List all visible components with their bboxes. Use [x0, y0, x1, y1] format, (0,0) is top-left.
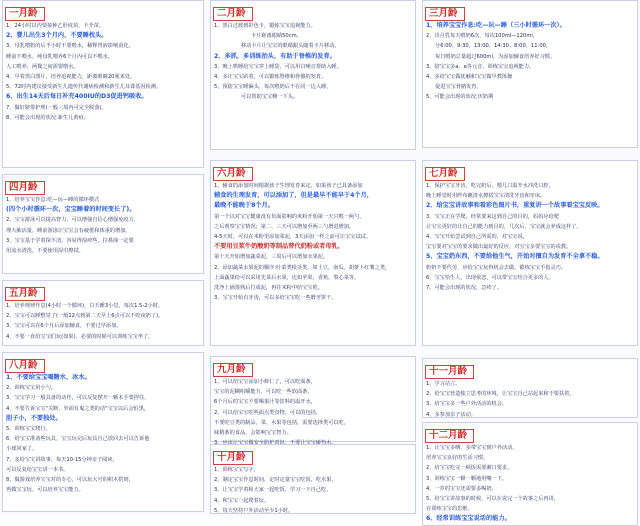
item-m3-4: 每日喂奶总量超过600ml，为添加辅食培养好习惯。	[435, 53, 556, 60]
section-title-m1: 一月龄	[5, 7, 45, 21]
item-m11-2: 2、给宝宝营造独立思考的环境，让宝宝自己站起来和不要扶着。	[426, 391, 575, 398]
item-m3-8: 5、可能会出现的状况:厌奶期	[426, 94, 494, 101]
item-m12-6: 5、给宝宝讲故事的时候，可以在说完一个故事之后再讲，	[426, 496, 559, 503]
item-m4-1: 1、培养宝宝作息:吃—玩—睡的循环模式	[6, 197, 100, 203]
item-m2-8: 可以帮助宝宝侧一下头。	[241, 94, 299, 101]
right-column	[422, 0, 638, 526]
item-m4-6: 用流水清洗，不要使用湿巾擦拭。	[6, 248, 84, 255]
item-m1-4: 睡前不喂水，纯母乳喂养6个月内可以不喂水。	[6, 53, 114, 60]
item-m6-4: 第一个以对宝宝健康没有负面影响的米粉开始第一天只喂一两勺，	[214, 213, 365, 220]
item-m9-6: 味精条的食品，会影响宝宝智力。	[214, 430, 292, 437]
section-items-m1	[3, 21, 203, 123]
section-title-m3: 三月龄	[425, 7, 465, 21]
section-title-m6: 六月龄	[213, 167, 253, 181]
item-m3-5: 3、陪宝宝多a、e等元音，训练宝宝追视能力。	[426, 63, 535, 70]
item-m12-1: 1、让宝宝多晒、多带宝宝到户外活动，	[426, 445, 518, 451]
item-m8-7: 6、给宝宝准备些玩具，宝宝玩完后玩具自己放回去可以告诉他	[6, 436, 150, 443]
item-m12-2: 培养宝宝良好的生活习惯，	[426, 455, 489, 462]
item-m3-1: 1、培养宝宝作息:吃—玩—睡（三小时循环一次）。	[426, 22, 566, 29]
item-m12-8: 6、经常训练宝宝说话的能力。	[426, 515, 511, 523]
item-m6-1: 1、辅食的添加时间根据孩子生理发育来定，如果孩子已具备添加	[214, 183, 363, 189]
item-m6-5: 之后观察宝宝情况；第二、三天可以增加至两三勺增进增加。	[214, 223, 355, 230]
item-m8-11: 8、做游戏培养宝宝对的专心，可以玩大号的积木搭到，	[6, 477, 134, 484]
item-m6-8: 第十天开始增加蔬菜泥，三周后可以增加水果泥。	[214, 254, 329, 261]
item-m8-5: 胆子小，不要独处。	[6, 414, 62, 422]
section-m6	[210, 160, 416, 346]
item-m4-2: (四个小时循环一次，宝宝睡着的时间变长了)。	[6, 206, 136, 214]
section-title-m9: 九月龄	[213, 363, 253, 377]
section-m3	[422, 0, 638, 148]
item-m11-1: 1、学习站立。	[426, 381, 461, 387]
item-m2-2: 卡片距离眼睛50cm。	[251, 33, 302, 40]
item-m1-1: 1、24小时以内要接种乙肝疫苗、卡介苗。	[6, 23, 105, 29]
item-m2-3: 移动卡片让宝宝的眼睛跟头随着卡片移动。	[241, 43, 340, 50]
item-m2-1: 1、黑白过渡到彩色卡，锻炼宝宝追视能力。	[214, 23, 316, 29]
item-m9-5: 不要吃豆类的制品，菜、水果等包括，需要选择类可以吃，	[214, 419, 349, 426]
item-m8-1: 1、不要给宝宝喝糖水、冰水。	[6, 374, 91, 381]
item-m9-3: 6个月后的宝宝不要喝果汁等饮料的温开水，	[214, 399, 316, 406]
item-m12-5: 4、一岁的宝宝还需要多喝奶。	[426, 485, 497, 492]
item-m8-9: 7、多给宝宝讲故事，每天10-15分钟亲子阅读，	[6, 456, 118, 463]
item-m9-1: 1、可以给宝宝添加小虾仁了，可以吃面条，	[214, 379, 316, 385]
item-m10-4: 4、和宝宝一起爬着玩。	[214, 497, 270, 504]
item-m8-4: 4、不要告诉宝宝"关断，外面有鬼之类的话"宝宝以后会怕黑，	[6, 405, 149, 412]
item-m6-3: 最晚不能晚于8个月。	[214, 202, 274, 210]
item-m4-3: 2、宝宝游泳可以提高智力，可以增强自信心增强免疫力，	[6, 217, 139, 224]
item-m7-1: 1、保护宝宝牙齿，吃完奶后，喂几口温开水冲洗口腔，	[426, 183, 554, 189]
item-m6-11: 洗净上锅蒸熟后打成泥，再往米粉中给宝宝吃。	[214, 285, 323, 292]
section-m9	[210, 356, 416, 442]
item-m5-1: 1、培养规律作息(4小时一个循环)，白天睡3小觉，每次1.5-2小时。	[6, 303, 164, 309]
item-m9-4: 2、可以给宝宝吃些面点类食物，可以的包括，	[214, 409, 322, 416]
section-title-m11: 十一月龄	[425, 365, 474, 379]
item-m7-7: 宝宝要对宝宝的要求做出最好的反应，对宝宝多要宝宝的说教。	[426, 244, 572, 251]
item-m6-10: 上面蔬果给可以采用先菜后水果，比如苹果，香蕉，梨心菜等。	[214, 274, 360, 281]
section-m1	[2, 0, 204, 168]
section-title-m12: 十二月龄	[425, 429, 474, 443]
item-m6-7: 不要用豆浆牛奶酸奶等制品替代奶粉或者母乳，	[214, 243, 344, 251]
item-m3-2: 2、出月乳每天喂奶6次，每次100ml—120ml，	[426, 33, 539, 40]
section-title-m8: 八月龄	[5, 359, 45, 373]
item-m1-9: 7、做好脐带护理(一般三周内可完全脱落)。	[6, 104, 107, 111]
section-m4	[2, 174, 204, 274]
item-m1-3: 3、母乳喂奶的后半小时不要喂水，稀释胃液影响消化，	[6, 43, 134, 50]
item-m5-2: 2、宝宝可以睡整觉了(一般12点到第二天早上6点可以不吃夜奶了)。	[6, 313, 164, 320]
item-m7-9: 奶奶不要代劳，应给宝宝玩得机会去做，锻炼宝宝手指灵巧。	[426, 264, 567, 271]
item-m7-2: 晚上睡觉时用纱布蘸清水擦拭宝宝清洗牙齿和牙床。	[426, 193, 546, 200]
item-m8-6: 5、训练宝宝爬行。	[6, 426, 51, 433]
item-m1-2: 2、婴儿出生3个月内，不要睡枕头。	[6, 32, 108, 40]
item-m7-11: 7、可能会出现的状况，急疹了。	[426, 285, 502, 292]
item-m7-10: 6、宝宝恰生人，出现依恋，可以带宝宝结合更多的人。	[426, 274, 554, 281]
item-m8-10: 可以反复给宝宝讲一本书。	[6, 466, 69, 473]
item-m5-3: 3、宝宝可以在6个月后添加辅食，不要过早添加。	[6, 323, 122, 330]
section-title-m10: 十月龄	[213, 451, 253, 465]
item-m3-6: 4、多给宝宝做抚触和宝宝做早教体操	[426, 74, 513, 81]
item-m8-8: 小球回家了。	[6, 446, 38, 453]
item-m10-3: 3、让宝宝学着和大家一起吃饭，学习一下自己吃。	[214, 487, 332, 494]
section-m10	[210, 444, 416, 514]
item-m10-1: 1、训练宝宝写字，	[214, 467, 259, 473]
section-m8	[2, 352, 204, 512]
item-m11-3: 3、给宝宝多一些户外活动的机会。	[426, 401, 508, 408]
item-m12-3: 2、给宝宝吃完一顿饭需要漱口要求，	[426, 465, 513, 472]
item-m8-3: 3、宝宝学习一般具备的动作，可以反复摆开一颗木手要捏住，	[6, 395, 150, 402]
item-m4-4: 埋大肺活量，睡前游泳让宝宝会有疲倦和体重的增加。	[6, 227, 131, 234]
item-m2-6: 4、多让宝宝趴着，可以锻炼脊椎和骨骼的发育。	[214, 74, 327, 81]
item-m8-12: 再做宝宝玩，可以培养宝宝能力。	[6, 487, 84, 494]
middle-column	[210, 0, 416, 514]
item-m12-4: 3、训练宝宝一颗一颗地用嘴一下。	[426, 475, 508, 482]
item-m7-6: 4、宝宝开始尝试到自己所需的，对宝宝说，	[426, 234, 528, 241]
item-m3-3: 分6:00、9:30、13:00、14:30、8:00、11:00。	[435, 43, 552, 50]
section-title-m7: 七月龄	[425, 167, 465, 181]
item-m10-2: 2、制定宝宝作息时间，定时定量宝宝吃饭，吃水果，	[214, 477, 337, 484]
item-m7-3: 2、给宝宝讲故事和看彩色图片书，重复讲一个故事看宝宝反映。	[426, 202, 604, 210]
item-m12-7: 在训练宝宝的思维。	[426, 506, 473, 513]
section-m5	[2, 280, 204, 346]
section-m11	[422, 358, 638, 418]
item-m6-12: 3、宝宝开始有牙齿，可以多给宝宝吃一些磨牙饼干。	[214, 295, 337, 302]
section-m2	[210, 0, 416, 150]
item-m2-5: 3、晚上哄睡给宝宝穿上睡袋，可以用白噪音帮助入睡。	[214, 63, 342, 70]
left-column	[2, 0, 204, 512]
item-m2-7: 5、预防宝宝睡偏头，每次喂奶后不在同一边入睡，	[214, 84, 332, 91]
item-m1-5: 人工喂养，两餐之间需要喂水。	[6, 63, 79, 70]
item-m6-9: 2、添加蔬菜水果泥的顺序:叶菜类根茎类，如土豆，南瓜，胡萝卜红薯之类，	[214, 264, 391, 271]
item-m6-2: 辅食的生理发育，可以添加了，但是最早不能早于4个月，	[214, 192, 373, 200]
section-title-m2: 二月龄	[213, 7, 253, 21]
item-m1-8: 6、出生14天后每日补充400IU的D3促进钙吸收。	[6, 93, 148, 101]
item-m1-7: 5、72时内建议接受新生儿遗传代谢病检测和新生儿耳聋基因检测。	[6, 84, 162, 91]
item-m8-2: 2、训练宝宝用小勺。	[6, 385, 56, 392]
item-m1-10: 8、可能会出现的状况:新生儿黄疸。	[6, 114, 89, 121]
item-m5-4: 4、不要一直给宝宝们玩(如果)，必要的时候可以训练宝宝坐了。	[6, 333, 154, 340]
item-m10-5: 5、每天坚持户外活动至少1小时。	[214, 507, 294, 514]
item-m4-5: 3、宝宝基于学着探不清，容易得湿疹些，拉鼻涕一定要	[6, 237, 134, 244]
item-m2-4: 2、多抓、多训练抬头，有助于脊椎的发育。	[214, 52, 336, 60]
item-m11-4: 4、多参加亲子活动。	[426, 411, 476, 418]
section-m7	[422, 160, 638, 346]
section-m12	[422, 422, 638, 526]
section-title-m5: 五月龄	[5, 287, 45, 301]
item-m9-2: 宝宝的泥糊咀嚼能力，可以吃一些软面条，	[214, 389, 313, 396]
item-m7-4: 3、宝宝正在学爬，经常要来这到自己的目的，妈妈应给爬	[426, 213, 559, 220]
item-m7-8: 5、宝宝奶东西，不要给他生气，开始对擅自为发育不全拿不稳。	[426, 253, 604, 261]
item-m6-6: 4-5天时，可以在米粉里添加菜泥，3天添加一样之前可让宝宝试试。	[214, 234, 372, 241]
item-m3-7: 促进宝宝骨骼发育。	[435, 84, 482, 91]
item-m7-5: 让宝宝更好的让自己的能力到目的，几次后，宝宝就会养成这样了。	[426, 223, 582, 230]
item-m1-6: 4、早着黑白图片，培养追视能力，距离眼睛20厘米处。	[6, 74, 136, 81]
section-title-m4: 四月龄	[5, 181, 45, 195]
